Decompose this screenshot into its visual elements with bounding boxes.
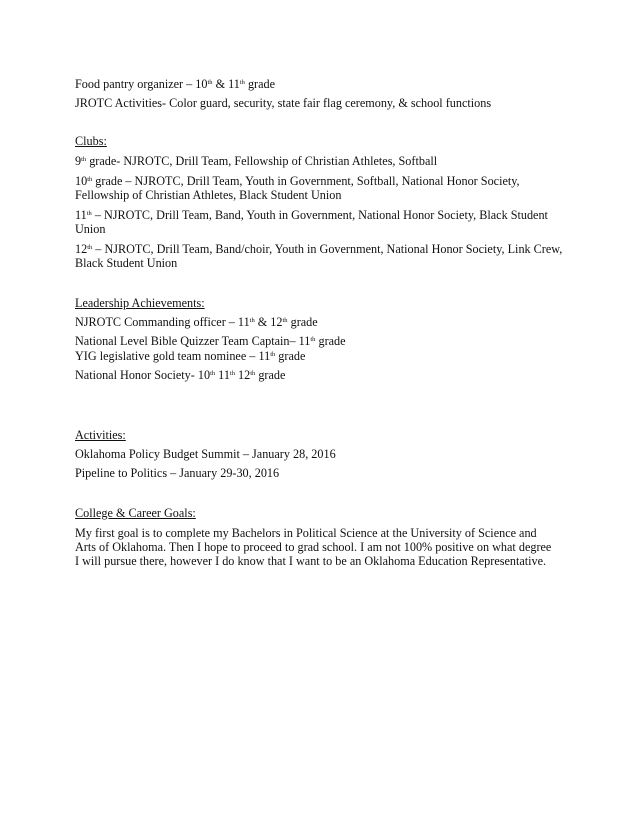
- food-pantry-line: Food pantry organizer – 10th & 11th grade: [75, 77, 276, 91]
- activity-item: Oklahoma Policy Budget Summit – January 28, 2016: [75, 447, 336, 461]
- jrotc-activities-line: JROTC Activities- Color guard, security, state fair flag ceremony, & school functions: [75, 96, 492, 110]
- goals-heading: College & Career Goals:: [75, 506, 196, 520]
- clubs-12th-grade: 12th – NJROTC, Drill Team, Band/choir, Youth in Government, National Honor Society, Link Crew, Black Student Union: [75, 242, 563, 270]
- clubs-11th-grade: 11th – NJROTC, Drill Team, Band, Youth in Government, National Honor Society, Black Student Union: [75, 208, 548, 236]
- leadership-commanding-officer: NJROTC Commanding officer – 11th & 12th grade: [75, 315, 318, 329]
- leadership-honor-society: National Honor Society- 10th 11th 12th grade: [75, 368, 286, 382]
- clubs-heading: Clubs:: [75, 134, 107, 148]
- activity-item: Pipeline to Politics – January 29-30, 2016: [75, 466, 280, 480]
- goals-paragraph: My first goal is to complete my Bachelors in Political Science at the University of Science and Arts of Oklahoma. Then I hope to proceed to grad school. I am not 100% positive on what degree I will pursue there, however I do know that I want to be an Oklahoma Education Representative.: [75, 526, 552, 568]
- activities-heading: Activities:: [75, 428, 126, 442]
- clubs-10th-grade: 10th grade – NJROTC, Drill Team, Youth in Government, Softball, National Honor Society, Fellowship of Christian Athletes, Black Student Union: [75, 174, 520, 202]
- leadership-yig-nominee: YIG legislative gold team nominee – 11th grade: [75, 349, 306, 363]
- leadership-heading: Leadership Achievements:: [75, 296, 205, 310]
- leadership-bible-quizzer: National Level Bible Quizzer Team Captain– 11th grade: [75, 334, 346, 348]
- clubs-9th-grade: 9th grade- NJROTC, Drill Team, Fellowship of Christian Athletes, Softball: [75, 154, 438, 168]
